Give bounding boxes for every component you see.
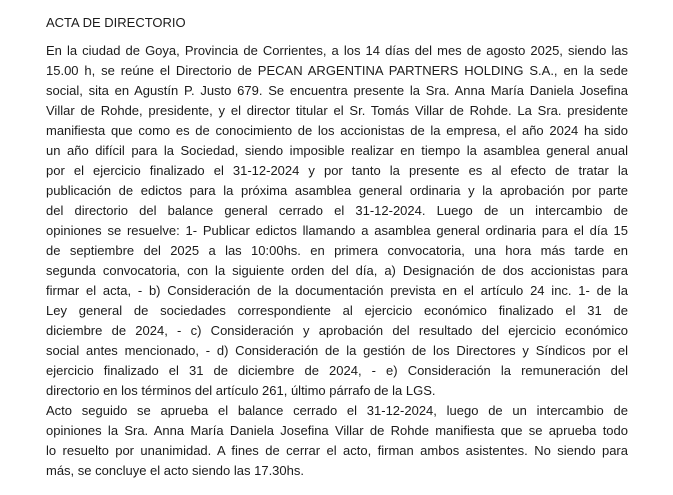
text-line: Villar de Rohde, presidente, y el director titular el Sr. Tomás Villar de Rohde. La Sra. presidente — [46, 103, 628, 118]
text-line: opiniones la Sra. Anna María Daniela Josefina Villar de Rohde manifiesta que se aprueba todo — [46, 423, 628, 438]
text-line: segunda convocatoria, con la siguiente orden del día, a) Designación de dos accionistas para — [46, 263, 628, 278]
text-line: social antes mencionado, - d) Consideración de la gestión de los Directores y Síndicos por el — [46, 343, 628, 358]
text-line: de septiembre del 2025 a las 10:00hs. en primera convocatoria, una hora más tarde en — [46, 243, 628, 258]
text-line: ejercicio finalizado el 31 de diciembre de 2024, - e) Consideración la remuneración del — [46, 363, 628, 378]
text-line: Acto seguido se aprueba el balance cerrado el 31-12-2024, luego de un intercambio de — [46, 403, 628, 418]
text-line: lo resuelto por unanimidad. A fines de cerrar el acto, firman ambos asistentes. No siendo para — [46, 443, 628, 458]
text-line: En la ciudad de Goya, Provincia de Corrientes, a los 14 días del mes de agosto 2025, siendo las — [46, 43, 628, 58]
text-line: manifiesta que como es de conocimiento de los accionistas de la empresa, el año 2024 ha sido — [46, 123, 628, 138]
text-line: directorio en los términos del artículo 261, último párrafo de la LGS. — [46, 383, 436, 398]
paragraph — [46, 41, 628, 401]
text-line: publicación de edictos para la próxima asamblea general ordinaria y la aprobación por parte — [46, 183, 628, 198]
text-line: firmar el acta, - b) Consideración de la documentación prevista en el artículo 24 inc. 1- de la — [46, 283, 628, 298]
text-line: Ley general de sociedades correspondiente al ejercicio económico finalizado el 31 de — [46, 303, 628, 318]
text-line: del directorio del balance general cerrado el 31-12-2024. Luego de un intercambio de — [46, 203, 628, 218]
text-line: opiniones se resuelve: 1- Publicar edictos llamando a asamblea general ordinaria para el día 15 — [46, 223, 628, 238]
paragraph — [46, 401, 628, 481]
document-body — [46, 41, 628, 481]
text-line: 15.00 h, se reúne el Directorio de PECAN ARGENTINA PARTNERS HOLDING S.A., en la sede — [46, 63, 628, 78]
text-line: por el ejercicio finalizado el 31-12-2024 y por tanto la presente es al efecto de tratar la — [46, 163, 628, 178]
text-line: social, sita en Agustín P. Justo 679. Se encuentra presente la Sra. Anna María Daniela Josefina — [46, 83, 628, 98]
text-line: un año difícil para la Sociedad, siendo imposible realizar en tiempo la asamblea general anual — [46, 143, 628, 158]
document-title: ACTA DE DIRECTORIO — [46, 15, 186, 30]
text-line: más, se concluye el acto siendo las 17.30hs. — [46, 463, 304, 478]
text-line: diciembre de 2024, - c) Consideración y aprobación del resultado del ejercicio económico — [46, 323, 628, 338]
